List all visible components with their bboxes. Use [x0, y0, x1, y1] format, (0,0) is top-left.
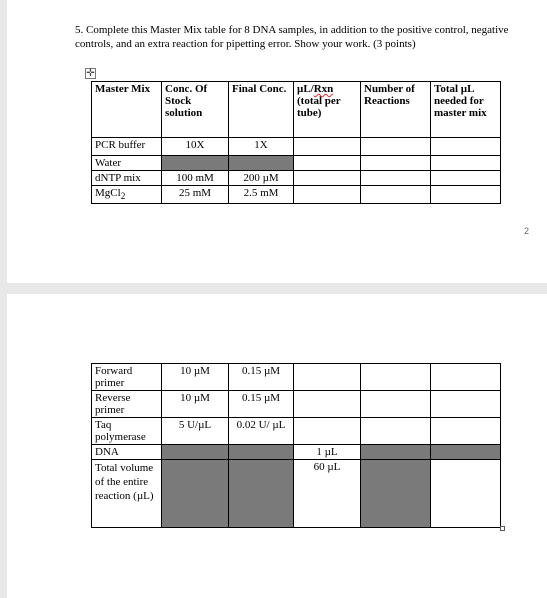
num-reactions-cell[interactable] — [361, 138, 431, 156]
stock-value[interactable]: 5 U/µL — [162, 418, 229, 445]
total-ul-cell[interactable] — [431, 460, 501, 528]
final-value[interactable]: 0.02 U/ µL — [229, 418, 294, 445]
table-move-handle-icon[interactable]: ✛ — [86, 68, 95, 79]
table-row — [92, 391, 501, 418]
shaded-cell — [162, 156, 229, 171]
table-row — [92, 445, 501, 460]
ul-rxn-cell[interactable] — [294, 391, 361, 418]
question-text: 5. Complete this Master Mix table for 8 DNA samples, in addition to the positive control, negative controls, and an extra reaction for pipetting error. Show your work. (3 points) — [75, 24, 509, 50]
row-name[interactable] — [92, 186, 162, 204]
page-number: 2 — [524, 226, 530, 236]
table-row — [92, 156, 501, 171]
table-row — [92, 186, 501, 204]
shaded-cell — [361, 460, 431, 528]
table-resize-handle[interactable] — [500, 526, 505, 531]
shaded-cell — [229, 460, 294, 528]
header-final-conc[interactable]: Final Conc. — [229, 82, 294, 138]
row-name[interactable]: Forward primer — [92, 364, 162, 391]
final-value[interactable]: 1X — [229, 138, 294, 156]
num-reactions-cell[interactable] — [361, 171, 431, 186]
final-value[interactable]: 2.5 mM — [229, 186, 294, 204]
header-ul-per-rxn-c: (total per tube) — [297, 95, 341, 119]
text-cursor — [500, 460, 501, 476]
table-row — [92, 460, 501, 528]
mgcl-label: MgCl — [95, 187, 121, 199]
document-page-1 — [7, 0, 547, 283]
total-ul-cell[interactable] — [431, 391, 501, 418]
total-ul-cell[interactable] — [431, 364, 501, 391]
total-ul-cell[interactable] — [431, 138, 501, 156]
mgcl-subscript: 2 — [120, 191, 126, 202]
stock-value[interactable]: 25 mM — [162, 186, 229, 204]
stock-value[interactable]: 100 mM — [162, 171, 229, 186]
header-master-mix[interactable]: Master Mix — [92, 82, 162, 138]
num-reactions-cell[interactable] — [361, 156, 431, 171]
num-reactions-cell[interactable] — [361, 391, 431, 418]
ul-rxn-cell[interactable] — [294, 171, 361, 186]
header-num-reactions[interactable]: Number of Reactions — [361, 82, 431, 138]
row-name[interactable]: Total volume of the entire reaction (µL) — [92, 460, 162, 528]
master-mix-table-part-2 — [91, 363, 501, 528]
ul-rxn-cell[interactable] — [294, 186, 361, 204]
shaded-cell — [431, 445, 501, 460]
shaded-cell — [361, 445, 431, 460]
header-row — [92, 82, 501, 138]
total-ul-cell[interactable] — [431, 418, 501, 445]
row-name[interactable]: DNA — [92, 445, 162, 460]
ul-rxn-cell[interactable] — [294, 418, 361, 445]
row-name[interactable]: dNTP mix — [92, 171, 162, 186]
row-name[interactable]: PCR buffer — [92, 138, 162, 156]
ul-rxn-value[interactable]: 1 µL — [294, 445, 361, 460]
num-reactions-cell[interactable] — [361, 364, 431, 391]
shaded-cell — [162, 460, 229, 528]
ul-rxn-cell[interactable] — [294, 138, 361, 156]
stock-value[interactable]: 10X — [162, 138, 229, 156]
total-ul-cell[interactable] — [431, 171, 501, 186]
total-ul-cell[interactable] — [431, 186, 501, 204]
header-total-ul[interactable]: Total µL needed for master mix — [431, 82, 501, 138]
master-mix-table-part-1 — [91, 81, 501, 204]
final-value[interactable]: 200 µM — [229, 171, 294, 186]
shaded-cell — [229, 156, 294, 171]
shaded-cell — [229, 445, 294, 460]
shaded-cell — [162, 445, 229, 460]
ul-rxn-value[interactable]: 60 µL — [294, 460, 361, 528]
row-name[interactable]: Reverse primer — [92, 391, 162, 418]
ul-rxn-cell[interactable] — [294, 156, 361, 171]
stock-value[interactable]: 10 µM — [162, 364, 229, 391]
table-row — [92, 364, 501, 391]
num-reactions-cell[interactable] — [361, 418, 431, 445]
final-value[interactable]: 0.15 µM — [229, 364, 294, 391]
table-row — [92, 138, 501, 156]
header-conc-stock[interactable]: Conc. Of Stock solution — [162, 82, 229, 138]
table-row — [92, 171, 501, 186]
final-value[interactable]: 0.15 µM — [229, 391, 294, 418]
header-ul-per-rxn[interactable] — [294, 82, 361, 138]
row-name[interactable]: Taq polymerase — [92, 418, 162, 445]
ul-rxn-cell[interactable] — [294, 364, 361, 391]
table-row — [92, 418, 501, 445]
total-ul-cell[interactable] — [431, 156, 501, 171]
num-reactions-cell[interactable] — [361, 186, 431, 204]
header-ul-per-rxn-b: Rxn — [313, 83, 334, 95]
header-ul-per-rxn-a: µL/ — [297, 83, 314, 95]
stock-value[interactable]: 10 µM — [162, 391, 229, 418]
row-name[interactable]: Water — [92, 156, 162, 171]
